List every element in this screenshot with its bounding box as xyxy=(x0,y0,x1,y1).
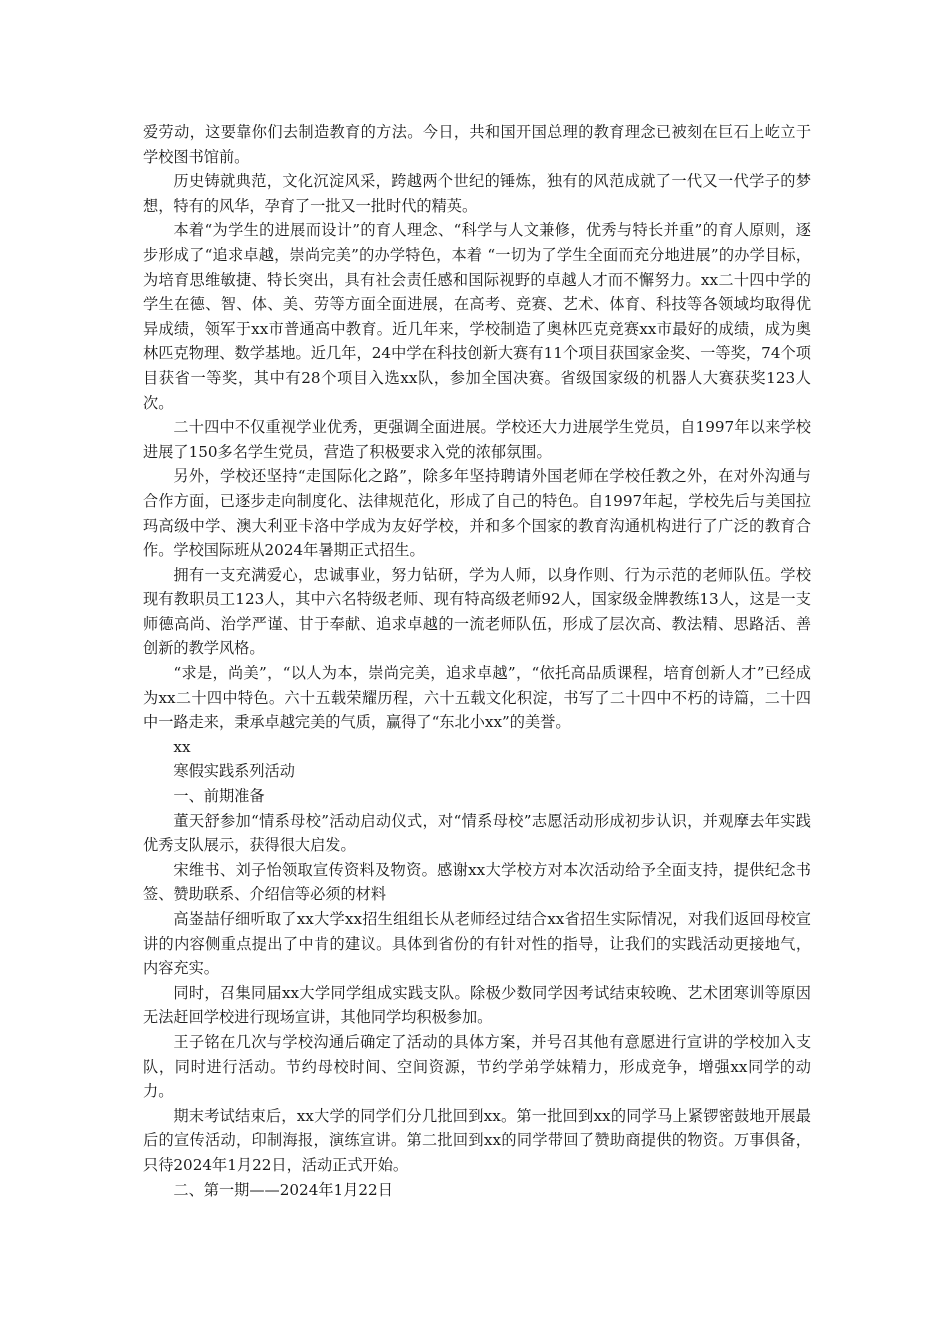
section-heading-phase-one: 二、第一期——2024年1月22日 xyxy=(173,1180,393,1199)
document-page xyxy=(143,120,811,1202)
paragraph-party-development: 二十四中不仅重视学业优秀，更强调全面进展。学校还大力进展学生党员，自1997年以来学校进展了150多名学生党员，营造了积极要求入党的浓郁氛围。 xyxy=(143,418,811,461)
paragraph-history: 历史铸就典范，文化沉淀风采，跨越两个世纪的锤炼，独有的风范成就了一代又一代学子的梦想，特有的风华，孕育了一批又一批时代的精英。 xyxy=(143,172,811,215)
paragraph-team-formation: 同时，召集同届xx大学同学组成实践支队。除极少数同学因考试结束较晚、艺术团寒训等原因无法赶回学校进行现场宣讲，其他同学均积极参加。 xyxy=(143,983,811,1027)
paragraph-faculty: 拥有一支充满爱心，忠诚事业，努力钻研，学为人师，以身作则、行为示范的老师队伍。学校现有教职员工123人，其中六名特级老师、现有特高级老师92人，国家级金牌教练13人，这是一支师德高尚、治学严谨、甘于奉献、追求卓越的一流老师队伍，形成了层次高、教法精、思路活、善创新的教学风格。 xyxy=(143,565,811,658)
section-title: 寒假实践系列活动 xyxy=(173,762,295,781)
paragraph-motto: “求是，尚美”，“以人为本，崇尚完美，追求卓越”，“依托高品质课程，培育创新人才”已经成为xx二十四中特色。六十五载荣耀历程，六十五载文化积淀，书写了二十四中不朽的诗篇，二十四中一路走来，秉承卓越完美的气质，赢得了“东北小xx”的美誉。 xyxy=(143,664,811,732)
paragraph-materials: 宋维书、刘子怡领取宣传资料及物资。感谢xx大学校方对本次活动给予全面支持，提供纪念书签、赞助联系、介绍信等必须的材料 xyxy=(143,860,811,904)
paragraph-plan: 王子铭在几次与学校沟通后确定了活动的具体方案，并号召其他有意愿进行宣讲的学校加入支队，同时进行活动。节约母校时间、空间资源，节约学弟学妹精力，形成竞争，增强xx同学的动力。 xyxy=(143,1032,811,1101)
paragraph-continuation: 爱劳动，这要靠你们去制造教育的方法。今日，共和国开国总理的教育理念已被刻在巨石上屹立于学校图书馆前。 xyxy=(143,123,811,166)
section-heading-preparation: 一、前期准备 xyxy=(173,787,265,806)
paragraph-return: 期末考试结束后，xx大学的同学们分几批回到xx。第一批回到xx的同学马上紧锣密鼓地开展最后的宣传活动，印制海报，演练宣讲。第二批回到xx的同学带回了赞助商提供的物资。万事俱备，只待2024年1月22日，活动正式开始。 xyxy=(143,1106,811,1174)
paragraph-launch-ceremony: 董天舒参加“情系母校”活动启动仪式，对“情系母校”志愿活动形成初步认识，并观摩去年实践优秀支队展示，获得很大启发。 xyxy=(143,811,811,855)
paragraph-advice: 高崟喆仔细听取了xx大学xx招生组组长从老师经过结合xx省招生实际情况，对我们返回母校宣讲的内容侧重点提出了中肯的建议。具体到省份的有针对性的指导，让我们的实践活动更接地气，内容充实。 xyxy=(143,910,811,978)
paragraph-internationalization: 另外，学校还坚持“走国际化之路”，除多年坚持聘请外国老师在学校任教之外，在对外沟通与合作方面，已逐步走向制度化、法律规范化，形成了自己的特色。自1997年起，学校先后与美国拉玛高级中学、澳大利亚卡洛中学成为友好学校，并和多个国家的教育沟通机构进行了广泛的教育合作。学校国际班从2024年暑期正式招生。 xyxy=(143,467,811,560)
paragraph-signature: xx xyxy=(173,737,191,756)
paragraph-philosophy: 本着“为学生的进展而设计”的育人理念、“科学与人文兼修，优秀与特长并重”的育人原则，逐步形成了“追求卓越，崇尚完美”的办学特色，本着 “一切为了学生全面而充分地进展”的办学目标，为培育思维敏捷、特长突出，具有社会责任感和国际视野的卓越人才而不懈努力。xx二十四中学的学生在德、智、体、美、劳等方面全面进展，在高考、竞赛、艺术、体育、科技等各领域均取得优异成绩，领军于xx市普通高中教育。近几年来，学校制造了奥林匹克竞赛xx市最好的成绩，成为奥林匹克物理、数学基地。近几年，24中学在科技创新大赛有11个项目获国家金奖、一等奖，74个项目获省一等奖，其中有28个项目入选xx队，参加全国决赛。省级国家级的机器人大赛获奖123人次。 xyxy=(143,221,811,412)
